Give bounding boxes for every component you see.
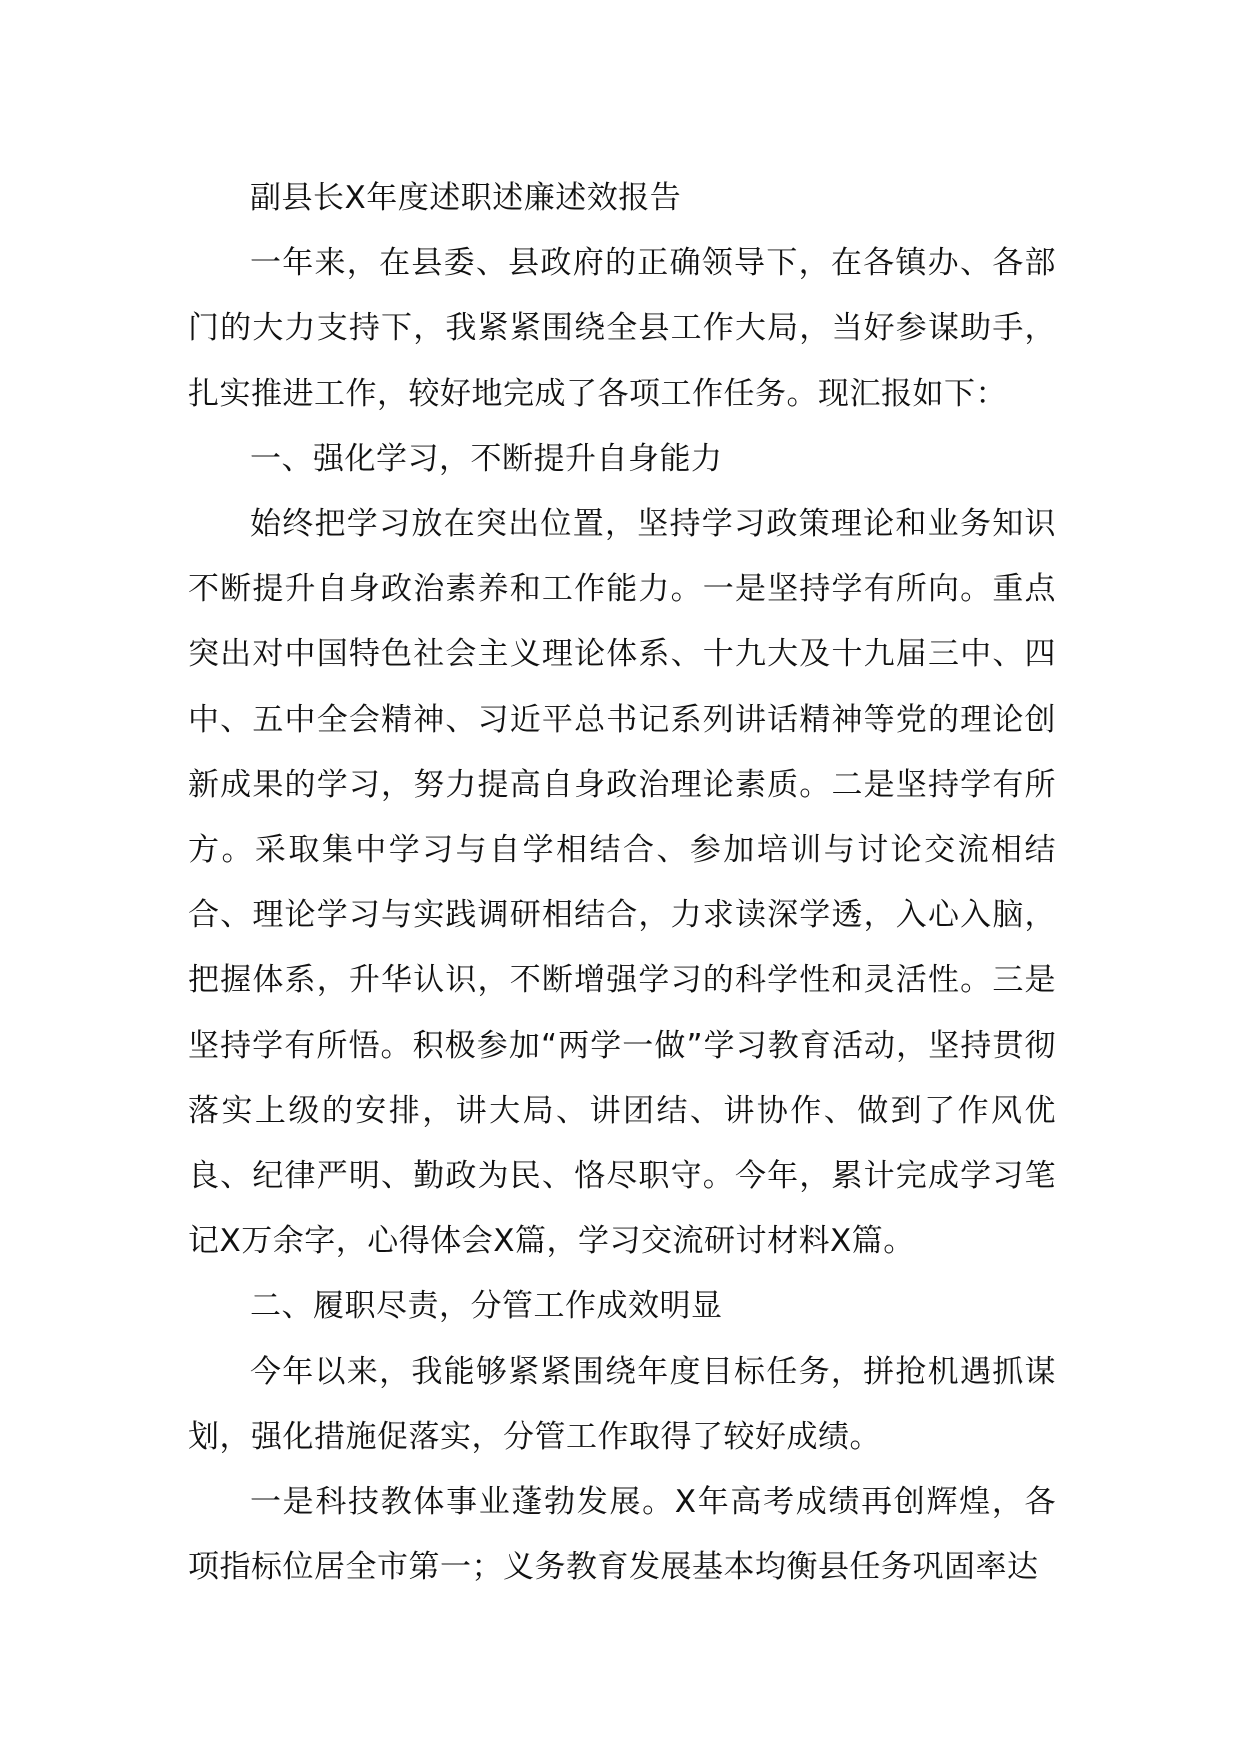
section-heading-1: 一、强化学习，不断提升自身能力 (250, 440, 723, 477)
paragraph-study: 始终把学习放在突出位置，坚持学习政策理论和业务知识不断提升自身政治素养和工作能力。一是坚持学有所向。重点突出对中国特色社会主义理论体系、十九大及十九届三中、四中、五中全会精神、习近平总书记系列讲话精神等党的理论创新成果的学习，努力提高自身政治理论素质。二是坚持学有所方。采取集中学习与自学相结合、参加培训与讨论交流相结合、理论学习与实践调研相结合，力求读深学透，入心入脑，把握体系，升华认识，不断增强学习的科学性和灵活性。三是坚持学有所悟。积极参加“两学一做”学习教育活动，坚持贯彻落实上级的安排，讲大局、讲团结、讲协作、做到了作风优良、纪律严明、勤政为民、恪尽职守。今年，累计完成学习笔记X万余字，心得体会X篇，学习交流研讨材料X篇。 (188, 506, 1056, 1260)
document-title: 副县长X年度述职述廉述效报告 (250, 180, 682, 216)
section-heading-2: 二、履职尽责，分管工作成效明显 (250, 1288, 723, 1325)
paragraph-intro: 一年来，在县委、县政府的正确领导下，在各镇办、各部门的大力支持下，我紧紧围绕全县工作大局，当好参谋助手，扎实推进工作，较好地完成了各项工作任务。现汇报如下： (188, 245, 1056, 412)
paragraph-education: 一是科技教体事业蓬勃发展。X年高考成绩再创辉煌，各项指标位居全市第一；义务教育发展基本均衡县任务巩固率达 (188, 1484, 1056, 1586)
paragraph-duties: 今年以来，我能够紧紧围绕年度目标任务，拼抢机遇抓谋划，强化措施促落实，分管工作取得了较好成绩。 (188, 1353, 1056, 1455)
document-body (188, 166, 1056, 1600)
